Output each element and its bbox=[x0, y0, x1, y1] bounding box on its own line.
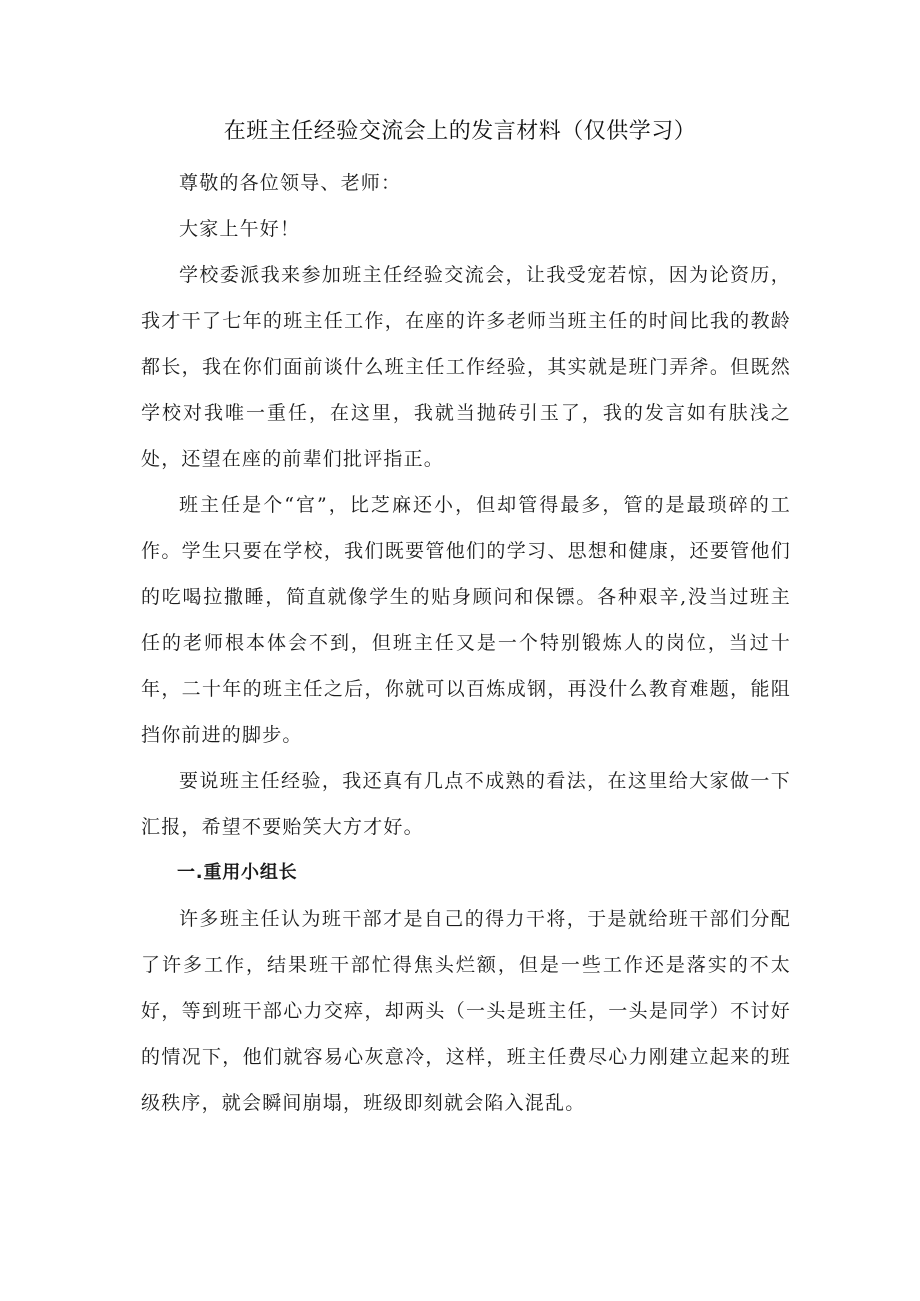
greeting: 大家上午好！ bbox=[179, 218, 301, 240]
section-heading: 一.重用小组长 bbox=[177, 862, 298, 883]
document-body bbox=[141, 160, 791, 1126]
salutation: 尊敬的各位领导、老师： bbox=[179, 172, 402, 194]
document-title: 在班主任经验交流会上的发言材料（仅供学习） bbox=[223, 119, 697, 144]
paragraph-role: 班主任是个“官”，比芝麻还小，但却管得最多，管的是最琐碎的工作。学生只要在学校，我们既要管他们的学习、思想和健康，还要管他们的吃喝拉撒睡，简直就像学生的贴身顾问和保镖。各种艰辛,没当过班主任的老师根本体会不到，但班主任又是一个特别锻炼人的岗位，当过十年，二十年的班主任之后，你就可以百炼成钢，再没什么教育难题，能阻挡你前进的脚步。 bbox=[141, 494, 791, 746]
paragraph-experience: 要说班主任经验，我还真有几点不成熟的看法，在这里给大家做一下汇报，希望不要贻笑大方才好。 bbox=[141, 770, 791, 838]
section-paragraph: 许多班主任认为班干部才是自己的得力干将，于是就给班干部们分配了许多工作，结果班干部忙得焦头烂额，但是一些工作还是落实的不太好，等到班干部心力交瘁，却两头（一头是班主任，一头是同学）不讨好的情况下，他们就容易心灰意冷，这样，班主任费尽心力刚建立起来的班级秩序，就会瞬间崩塌，班级即刻就会陷入混乱。 bbox=[141, 908, 791, 1114]
paragraph-intro: 学校委派我来参加班主任经验交流会，让我受宠若惊，因为论资历，我才干了七年的班主任工作，在座的许多老师当班主任的时间比我的教龄都长，我在你们面前谈什么班主任工作经验，其实就是班门弄斧。但既然学校对我唯一重任，在这里，我就当抛砖引玉了，我的发言如有肤浅之处，还望在座的前辈们批评指正。 bbox=[141, 264, 791, 470]
